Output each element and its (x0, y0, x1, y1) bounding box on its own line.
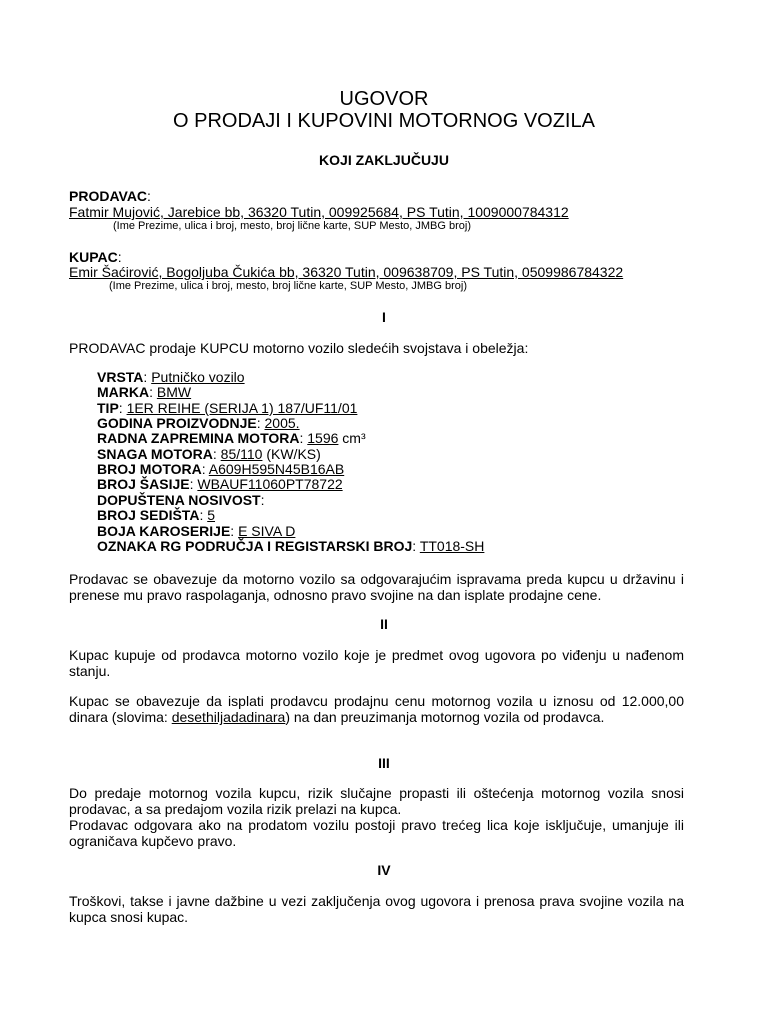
vehicle-property-row (97, 431, 366, 446)
vehicle-property-value: 5 (207, 507, 216, 524)
vehicle-property-colon: : (118, 399, 123, 416)
vehicle-property-value: WBAUF11060PT78722 (197, 476, 343, 493)
vehicle-property-colon: : (143, 369, 148, 385)
buyer-colon: : (117, 249, 122, 265)
vehicle-property-colon: : (256, 415, 261, 432)
vehicle-property-value: BMW (156, 384, 192, 401)
vehicle-property-label: BROJ SEDIŠTA (97, 507, 200, 524)
vehicle-property-row (97, 447, 321, 462)
vehicle-property-value: Putničko vozilo (151, 369, 245, 385)
vehicle-property-label: BOJA KAROSERIJE (97, 522, 231, 539)
seller-colon: : (147, 188, 151, 204)
section-3-paragraph-1: Do predaje motornog vozila kupcu, rizik slučajne propasti ili oštećenja motornog vozila snosi prodavac, a sa predajom vozila rizik prelazi na kupca. (69, 785, 684, 817)
vehicle-property-label: GODINA PROIZVODNJE (97, 415, 257, 432)
seller-details: Fatmir Mujović, Jarebice bb, 36320 Tutin, 009925684, PS Tutin, 1009000784312 (69, 204, 569, 220)
document-subtitle: KOJI ZAKLJUČUJU (319, 152, 449, 168)
vehicle-property-label: VRSTA (97, 369, 144, 385)
section-1-closing: Prodavac se obavezuje da motorno vozilo sa odgovarajućim ispravama preda kupcu u državinu i prenese mu pravo raspolaganja, odnosno pravo svojine na dan isplate prodajne cene. (69, 571, 684, 603)
vehicle-property-colon: : (412, 537, 417, 554)
vehicle-property-value: A609H595N45B16AB (208, 461, 345, 478)
section-4-paragraph-1: Troškovi, takse i javne dažbine u vezi zaključenja ovog ugovora i prenosa prava svojine vozila na kupca snosi kupac. (69, 893, 684, 925)
vehicle-property-value: 1ER REIHE (SERIJA 1) 187/UF11/01 (126, 399, 358, 416)
vehicle-property-colon: : (149, 384, 153, 401)
vehicle-property-colon: : (212, 445, 217, 462)
vehicle-property-row (97, 416, 300, 431)
vehicle-property-colon: : (201, 461, 206, 478)
vehicle-property-value: TT018-SH (419, 537, 485, 554)
vehicle-property-row (97, 370, 245, 385)
vehicle-property-label: BROJ ŠASIJE (97, 476, 190, 493)
price-in-words: desethiljadadinara (171, 709, 286, 725)
section-1-intro: PRODAVAC prodaje KUPCU motorno vozilo sledećih svojstava i obeležja: (69, 340, 529, 356)
vehicle-property-row (97, 462, 344, 477)
vehicle-property-row (97, 401, 357, 416)
vehicle-property-row (97, 385, 191, 400)
vehicle-property-value: E SIVA D (238, 522, 296, 539)
vehicle-property-label: MARKA (97, 384, 150, 401)
vehicle-property-label: DOPUŠTENA NOSIVOST (97, 491, 261, 508)
buyer-hint: (Ime Prezime, ulica i broj, mesto, broj lične karte, SUP Mesto, JMBG broj) (109, 280, 468, 292)
vehicle-property-row (97, 539, 484, 554)
vehicle-property-colon: : (199, 507, 204, 524)
vehicle-property-label: OZNAKA RG PODRUČJA I REGISTARSKI BROJ (97, 537, 413, 554)
section-3-paragraph-2: Prodavac odgovara ako na prodatom vozilu postoji pravo trećeg lica koje isključuje, umanjuje ili ograničava kupčevo pravo. (69, 817, 684, 849)
vehicle-property-value: 1596 (307, 430, 339, 447)
vehicle-property-suffix: (KW/KS) (262, 445, 321, 462)
section-2-paragraph-2 (69, 693, 684, 725)
seller-heading (69, 188, 151, 204)
vehicle-property-value: 2005. (264, 415, 300, 432)
vehicle-property-colon: : (230, 522, 235, 539)
document-title-line1: UGOVOR (339, 88, 429, 110)
section-1-numeral: I (382, 309, 386, 325)
buyer-details: Emir Šaćirović, Bogoljuba Čukića bb, 36320 Tutin, 009638709, PS Tutin, 0509986784322 (69, 264, 624, 280)
vehicle-property-row (97, 493, 265, 508)
vehicle-property-colon: : (260, 491, 265, 508)
section-3-numeral: III (378, 755, 390, 771)
vehicle-property-row (97, 477, 343, 492)
vehicle-property-label: TIP (97, 399, 119, 416)
section-4-numeral: IV (377, 862, 391, 878)
vehicle-property-colon: : (299, 430, 304, 447)
document-title-line2: O PRODAJI I KUPOVINI MOTORNOG VOZILA (173, 110, 595, 132)
vehicle-property-row (97, 524, 295, 539)
vehicle-property-label: SNAGA MOTORA (97, 445, 213, 462)
vehicle-property-row (97, 508, 215, 523)
section-2-paragraph-2-after: ) na dan preuzimanja motornog vozila od prodavca. (285, 709, 605, 725)
vehicle-property-label: BROJ MOTORA (97, 461, 202, 478)
seller-hint: (Ime Prezime, ulica i broj, mesto, broj lične karte, SUP Mesto, JMBG broj) (113, 220, 472, 232)
section-2-paragraph-1: Kupac kupuje od prodavca motorno vozilo koje je predmet ovog ugovora po viđenju u nađenom stanju. (69, 647, 684, 679)
seller-label: PRODAVAC (69, 188, 148, 204)
buyer-label: KUPAC (69, 249, 118, 265)
section-2-paragraph-2-before: Kupac se obavezuje da isplati prodavcu prodajnu cenu motornog vozila u iznosu od 12.000,00 dinara (slovima: (69, 693, 684, 725)
buyer-heading (69, 249, 122, 265)
section-2-numeral: II (380, 616, 388, 632)
vehicle-property-value: 85/110 (220, 445, 263, 462)
vehicle-property-label: RADNA ZAPREMINA MOTORA (97, 430, 300, 447)
vehicle-property-colon: : (189, 476, 194, 493)
vehicle-property-suffix: cm³ (338, 430, 366, 447)
